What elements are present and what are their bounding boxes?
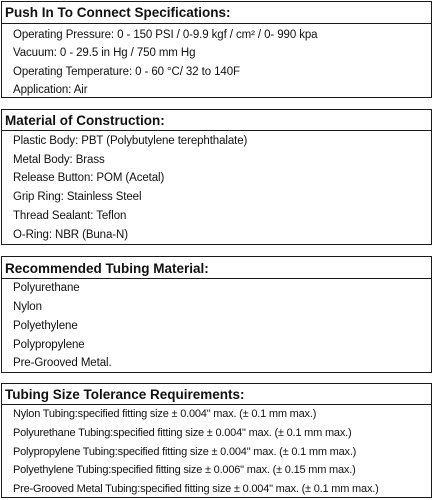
recommended-tubing-material-title: Recommended Tubing Material: bbox=[5, 261, 209, 276]
polyethylene-tolerance-line: Polyethylene Tubing:specified fitting size ± 0.006" max. (± 0.15 mm max.) bbox=[13, 464, 356, 476]
construction-title-divider bbox=[2, 130, 431, 131]
tubing-size-tolerance-title: Tubing Size Tolerance Requirements: bbox=[5, 387, 245, 402]
nylon-tolerance-line: Nylon Tubing:specified fitting size ± 0.004" max. (± 0.1 mm max.) bbox=[13, 408, 317, 420]
tubing-material-item: Polyurethane bbox=[13, 282, 80, 294]
release-button-line: Release Button: POM (Acetal) bbox=[13, 172, 165, 184]
metal-body-line: Metal Body: Brass bbox=[13, 154, 105, 166]
push-in-specifications-box bbox=[1, 1, 432, 98]
tubing-material-item: Nylon bbox=[13, 301, 42, 313]
pre-grooved-metal-tolerance-line: Pre-Grooved Metal Tubing:specified fitting size ± 0.004" max. (± 0.1 mm max.) bbox=[13, 483, 379, 495]
tolerance-title-divider bbox=[2, 404, 431, 405]
push-in-title-divider bbox=[2, 23, 431, 24]
tubing-material-item: Polypropylene bbox=[13, 339, 85, 351]
plastic-body-line: Plastic Body: PBT (Polybutylene terephthalate) bbox=[13, 135, 248, 147]
tubing-material-item: Pre-Grooved Metal. bbox=[13, 357, 112, 369]
tubing-size-tolerance-box bbox=[1, 383, 432, 498]
tubing-material-item: Polyethylene bbox=[13, 320, 78, 332]
tubing-material-title-divider bbox=[2, 278, 431, 279]
push-in-specifications-title: Push In To Connect Specifications: bbox=[5, 5, 231, 20]
vacuum-line: Vacuum: 0 - 29.5 in Hg / 750 mm Hg bbox=[13, 47, 196, 59]
o-ring-line: O-Ring: NBR (Buna-N) bbox=[13, 229, 128, 241]
operating-pressure-line: Operating Pressure: 0 - 150 PSI / 0-9.9 kgf / cm² / 0- 990 kpa bbox=[13, 29, 318, 41]
application-line: Application: Air bbox=[13, 84, 88, 96]
polyurethane-tolerance-line: Polyurethane Tubing:specified fitting size ± 0.004" max. (± 0.1 mm max.) bbox=[13, 427, 352, 439]
thread-sealant-line: Thread Sealant: Teflon bbox=[13, 210, 127, 222]
material-of-construction-title: Material of Construction: bbox=[5, 113, 165, 128]
operating-temperature-line: Operating Temperature: 0 - 60 °C/ 32 to 140F bbox=[13, 66, 240, 78]
grip-ring-line: Grip Ring: Stainless Steel bbox=[13, 191, 142, 203]
polypropylene-tolerance-line: Polypropylene Tubing:specified fitting size ± 0.004" max. (± 0.1 mm max.) bbox=[13, 446, 357, 458]
recommended-tubing-material-box bbox=[1, 256, 432, 373]
material-of-construction-box bbox=[1, 109, 432, 245]
